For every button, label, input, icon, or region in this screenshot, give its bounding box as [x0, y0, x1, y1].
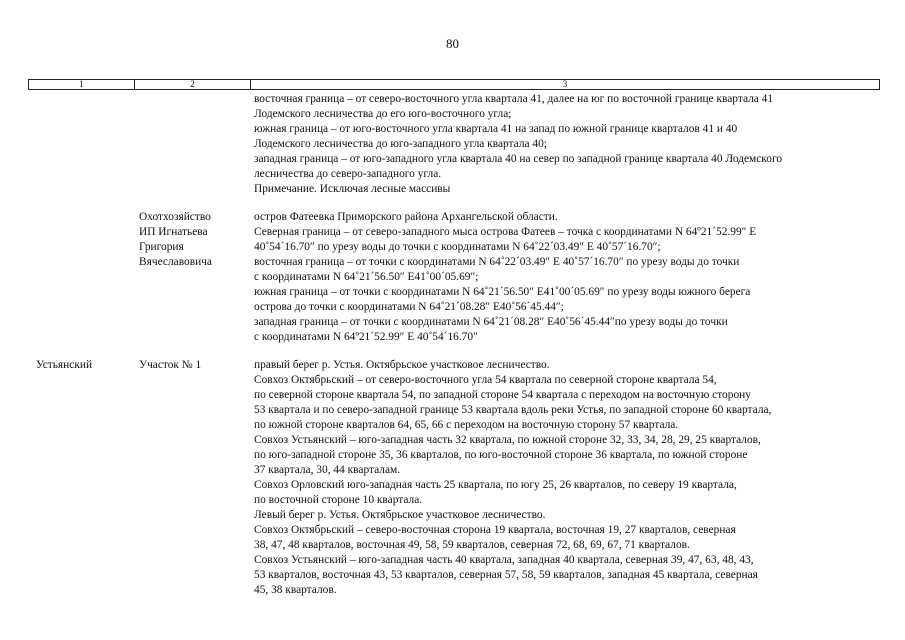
text-line: Лодемского лесничества до его юго-восточного угла; [254, 108, 512, 120]
text-line: правый берег р. Устья. Октябрьское участковое лесничество. [254, 359, 550, 371]
text-line: Совхоз Устьянский – юго-западная часть 32 квартала, по южной стороне 32, 33, 34, 28, 29, 25 кварталов, [254, 434, 761, 446]
text-line: восточная граница – от точки с координатами N 64˚22´03.49″ E 40˚57´16.70″ по урезу воды до точки [254, 256, 740, 268]
header-col-2: 2 [135, 80, 251, 89]
block2-description [254, 210, 874, 345]
text-line: южная граница – от юго-восточного угла квартала 41 на запад по южной границе кварталов 41 и 40 [254, 123, 738, 135]
block2-owner [139, 210, 251, 270]
text-line: южная граница – от точки с координатами N 64˚21´56.50″ E41˚00´05.69″ по урезу воды южного берега [254, 286, 751, 298]
text-line: Совхоз Октябрьский – северо-восточная сторона 19 квартала, восточная 19, 27 кварталов, северная [254, 524, 736, 536]
text-line: по юго-западной стороне 35, 36 кварталов, по юго-восточной стороне 36 квартала, по южной стороне [254, 449, 748, 461]
text-line: Примечание. Исключая лесные массивы [254, 183, 451, 195]
text-line: с координатами N 64º21´52.99″ E 40˚54´16.70″ [254, 331, 478, 343]
text-line: западная граница – от точки с координатами N 64˚21´08.28″ E40˚56´45.44″по урезу воды до точки [254, 316, 728, 328]
text-line: 40˚54´16.70″ по урезу воды до точки с координатами N 64˚22´03.49″ E 40˚57´16.70″; [254, 241, 661, 253]
text-line: Лодемского лесничества до юго-западного угла квартала 40; [254, 138, 547, 150]
text-line: 53 квартала и по северо-западной границе 53 квартала вдоль реки Устья, по западной стороне 60 квартала, [254, 404, 772, 416]
block3-plot [139, 358, 251, 373]
plot-name: Участок № 1 [139, 359, 202, 371]
text-line: по северной стороне квартала 54, по западной стороне 54 квартала с переходом на восточную сторону [254, 389, 751, 401]
text-line: по южной стороне кварталов 64, 65, 66 с переходом на восточную сторону 57 квартала. [254, 419, 679, 431]
owner-line: Григория [139, 241, 184, 253]
text-line: Северная граница – от северо-западного мыса острова Фатеев – точка с координатами N 64º21´52.99″ E [254, 226, 757, 238]
table-header [28, 79, 880, 90]
text-line: лесничества до северо-западного угла. [254, 168, 442, 180]
text-line: западная граница – от юго-западного угла квартала 40 на север по западной границе квартала 40 Лодемского [254, 153, 783, 165]
text-line: Совхоз Устьянский – юго-западная часть 40 квартала, западная 40 квартала, северная 39, 47, 63, 48, 43, [254, 554, 754, 566]
text-line: 37 квартала, 30, 44 кварталам. [254, 464, 401, 476]
owner-line: Охотхозяйство [139, 211, 211, 223]
owner-line: Вячеславовича [139, 256, 212, 268]
text-line: остров Фатеевка Приморского района Архангельской области. [254, 211, 558, 223]
text-line: по восточной стороне 10 квартала. [254, 494, 423, 506]
text-line: 53 кварталов, восточная 43, 53 кварталов, северная 57, 58, 59 кварталов, западная 45 квартала, северная [254, 569, 758, 581]
text-line: восточная граница – от северо-восточного угла квартала 41, далее на юг по восточной границе квартала 41 [254, 93, 774, 105]
text-line: с координатами N 64˚21´56.50″ E41˚00´05.69″; [254, 271, 479, 283]
block1-description [254, 92, 874, 197]
text-line: 38, 47, 48 кварталов, восточная 49, 58, 59 кварталов, северная 72, 68, 69, 67, 71 кварталов. [254, 539, 690, 551]
text-line: Совхоз Октябрьский – от северо-восточного угла 54 квартала по северной стороне квартала 54, [254, 374, 717, 386]
page-number: 80 [446, 36, 459, 51]
district-name: Устьянский [36, 359, 93, 371]
text-line: Левый берег р. Устья. Октябрьское участковое лесничество. [254, 509, 546, 521]
block3-description [254, 358, 874, 598]
owner-line: ИП Игнатьева [139, 226, 208, 238]
header-col-3: 3 [562, 79, 568, 89]
header-col-1: 1 [29, 80, 135, 89]
text-line: Совхоз Орловский юго-западная часть 25 квартала, по югу 25, 26 кварталов, по северу 19 квартала, [254, 479, 737, 491]
block3-district [36, 358, 136, 373]
text-line: острова до точки с координатами N 64˚21´08.28″ E40˚56´45.44″; [254, 301, 564, 313]
text-line: 45, 38 кварталов. [254, 584, 337, 596]
